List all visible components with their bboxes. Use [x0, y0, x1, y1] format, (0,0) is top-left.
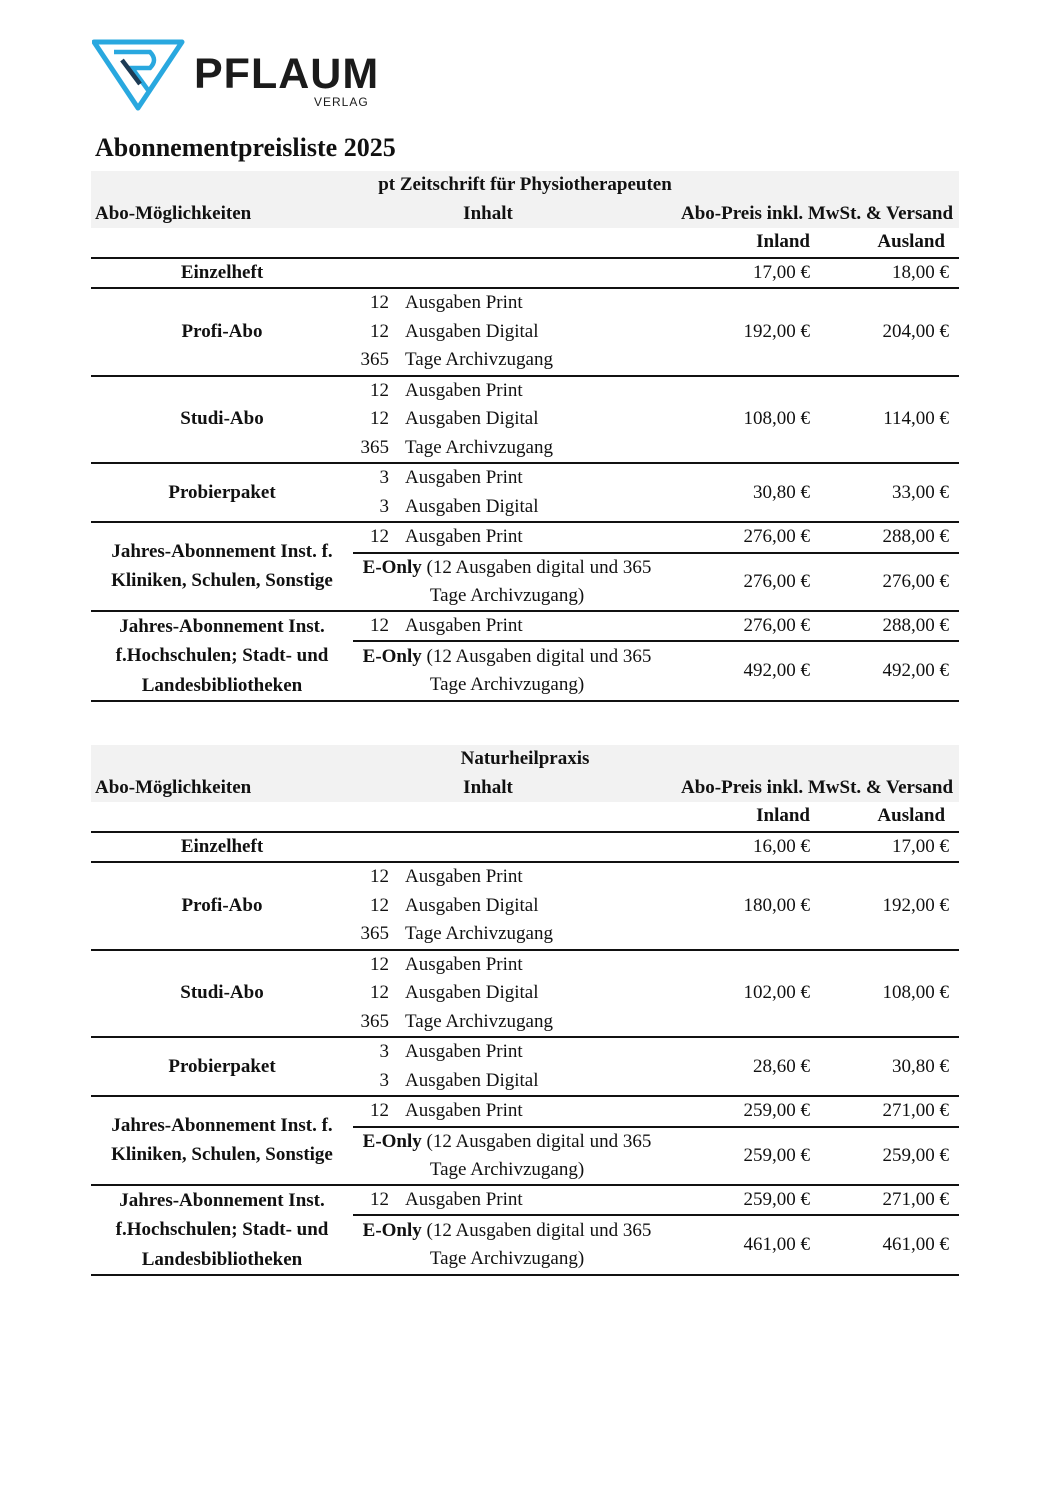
price-ausland: 259,00 €	[816, 1127, 959, 1185]
row-probierpaket	[91, 1037, 959, 1067]
col-header-preis: Abo-Preis inkl. MwSt. & Versand	[661, 774, 959, 803]
price-inland: 102,00 €	[661, 950, 816, 1038]
price-ausland: 271,00 €	[816, 1096, 959, 1127]
content-text: Tage Archivzugang	[405, 346, 661, 376]
content-text: Ausgaben Print	[405, 866, 523, 888]
row-inst-hochschulen	[91, 611, 959, 642]
content-text: Ausgaben Print	[405, 522, 661, 553]
row-inst-kliniken	[91, 1096, 959, 1127]
col-header-abo: Abo-Möglichkeiten	[91, 774, 353, 803]
qty: 12	[370, 894, 389, 916]
qty: 12	[370, 292, 389, 314]
content-text: Ausgaben Print	[405, 292, 523, 314]
price-inland: 276,00 €	[661, 611, 816, 642]
section-header-row	[91, 171, 959, 200]
price-ausland: 30,80 €	[816, 1037, 959, 1096]
qty: 3	[353, 493, 405, 523]
price-inland: 16,00 €	[661, 832, 816, 863]
price-inland: 108,00 €	[661, 376, 816, 464]
abo-name: Einzelheft	[91, 258, 353, 289]
price-ausland: 114,00 €	[816, 376, 959, 464]
brand-subtitle: VERLAG	[314, 95, 369, 109]
price-ausland: 276,00 €	[816, 553, 959, 611]
qty: 12	[370, 408, 389, 430]
qty: 3	[353, 1067, 405, 1097]
qty: 12	[353, 611, 405, 642]
qty: 365	[353, 1008, 405, 1038]
section-title: Naturheilpraxis	[91, 745, 959, 774]
content-eonly: E-Only (12 Ausgaben digital und 365 Tage Archivzugang)	[353, 641, 661, 701]
price-ausland: 288,00 €	[816, 522, 959, 553]
price-ausland: 271,00 €	[816, 1185, 959, 1216]
content-text: Ausgaben Digital	[405, 320, 539, 342]
qty: 12	[353, 1096, 405, 1127]
content-text: Tage Archivzugang	[405, 1008, 661, 1038]
content-text: Ausgaben Digital	[405, 493, 661, 523]
abo-name: Jahres-Abonnement Inst. f.Hochschulen; Stadt- und Landesbibliotheken	[91, 1185, 353, 1276]
content-text: Tage Archivzugang	[405, 920, 661, 950]
abo-name: Studi-Abo	[91, 376, 353, 464]
price-inland: 192,00 €	[661, 288, 816, 376]
row-profi	[91, 862, 959, 892]
abo-name: Jahres-Abonnement Inst. f. Kliniken, Schulen, Sonstige	[91, 522, 353, 611]
column-header-row	[91, 200, 959, 229]
col-header-ausland: Ausland	[816, 228, 959, 258]
content-text: Tage Archivzugang	[405, 434, 661, 464]
qty: 12	[353, 1185, 405, 1216]
col-header-abo: Abo-Möglichkeiten	[91, 200, 353, 229]
row-profi	[91, 288, 959, 318]
content-text: Ausgaben Digital	[405, 982, 539, 1004]
content-text: Ausgaben Digital	[405, 894, 539, 916]
col-header-ausland: Ausland	[816, 802, 959, 832]
row-studi	[91, 376, 959, 406]
row-inst-kliniken	[91, 522, 959, 553]
qty: 12	[370, 982, 389, 1004]
content-eonly: E-Only (12 Ausgaben digital und 365 Tage Archivzugang)	[353, 1127, 661, 1185]
page-title: Abonnementpreisliste 2025	[95, 133, 396, 162]
qty: 3	[379, 467, 389, 489]
price-table-pt	[91, 171, 959, 702]
content-text: Ausgaben Print	[405, 379, 523, 401]
col-header-inland: Inland	[661, 802, 816, 832]
content-text: Ausgaben Print	[405, 611, 661, 642]
col-header-inhalt: Inhalt	[353, 774, 661, 803]
qty: 365	[353, 434, 405, 464]
content-eonly: E-Only (12 Ausgaben digital und 365 Tage Archivzugang)	[353, 553, 661, 611]
section-title: pt Zeitschrift für Physiotherapeuten	[91, 171, 959, 200]
abo-name: Jahres-Abonnement Inst. f. Kliniken, Schulen, Sonstige	[91, 1096, 353, 1185]
price-ausland: 17,00 €	[816, 832, 959, 863]
price-ausland: 33,00 €	[816, 463, 959, 522]
content-eonly: E-Only (12 Ausgaben digital und 365 Tage Archivzugang)	[353, 1215, 661, 1275]
price-inland: 492,00 €	[661, 641, 816, 701]
row-probierpaket	[91, 463, 959, 493]
col-header-inhalt: Inhalt	[353, 200, 661, 229]
qty: 12	[370, 320, 389, 342]
price-inland: 30,80 €	[661, 463, 816, 522]
content-text: Ausgaben Print	[405, 953, 523, 975]
price-ausland: 108,00 €	[816, 950, 959, 1038]
row-einzelheft	[91, 258, 959, 289]
price-ausland: 461,00 €	[816, 1215, 959, 1275]
section-header-row	[91, 745, 959, 774]
content-text: Ausgaben Print	[405, 1041, 523, 1063]
price-inland: 259,00 €	[661, 1185, 816, 1216]
price-inland: 259,00 €	[661, 1096, 816, 1127]
qty: 12	[370, 866, 389, 888]
qty: 12	[370, 953, 389, 975]
qty: 3	[379, 1041, 389, 1063]
content-text: Ausgaben Digital	[405, 1067, 661, 1097]
content-text: Ausgaben Print	[405, 1185, 661, 1216]
brand-name: PFLAUM	[194, 50, 380, 98]
price-inland: 28,60 €	[661, 1037, 816, 1096]
price-ausland: 18,00 €	[816, 258, 959, 289]
content-text: Ausgaben Print	[405, 467, 523, 489]
price-ausland: 204,00 €	[816, 288, 959, 376]
price-inland: 276,00 €	[661, 553, 816, 611]
abo-name: Profi-Abo	[91, 862, 353, 950]
content-text: Ausgaben Digital	[405, 408, 539, 430]
price-inland: 276,00 €	[661, 522, 816, 553]
qty: 365	[353, 346, 405, 376]
subheader-row	[91, 228, 959, 258]
price-inland: 17,00 €	[661, 258, 816, 289]
abo-name: Einzelheft	[91, 832, 353, 863]
qty: 12	[370, 379, 389, 401]
column-header-row	[91, 774, 959, 803]
price-inland: 180,00 €	[661, 862, 816, 950]
content-text: Ausgaben Print	[405, 1096, 661, 1127]
col-header-preis: Abo-Preis inkl. MwSt. & Versand	[661, 200, 959, 229]
abo-name: Probierpaket	[91, 463, 353, 522]
price-ausland: 192,00 €	[816, 862, 959, 950]
qty: 365	[353, 920, 405, 950]
row-einzelheft	[91, 832, 959, 863]
row-studi	[91, 950, 959, 980]
subheader-row	[91, 802, 959, 832]
price-ausland: 288,00 €	[816, 611, 959, 642]
price-inland: 461,00 €	[661, 1215, 816, 1275]
abo-name: Jahres-Abonnement Inst. f.Hochschulen; Stadt- und Landesbibliotheken	[91, 611, 353, 702]
price-table-naturheilpraxis	[91, 745, 959, 1276]
qty: 12	[353, 522, 405, 553]
row-inst-hochschulen	[91, 1185, 959, 1216]
abo-name: Studi-Abo	[91, 950, 353, 1038]
price-inland: 259,00 €	[661, 1127, 816, 1185]
price-ausland: 492,00 €	[816, 641, 959, 701]
col-header-inland: Inland	[661, 228, 816, 258]
abo-name: Profi-Abo	[91, 288, 353, 376]
abo-name: Probierpaket	[91, 1037, 353, 1096]
